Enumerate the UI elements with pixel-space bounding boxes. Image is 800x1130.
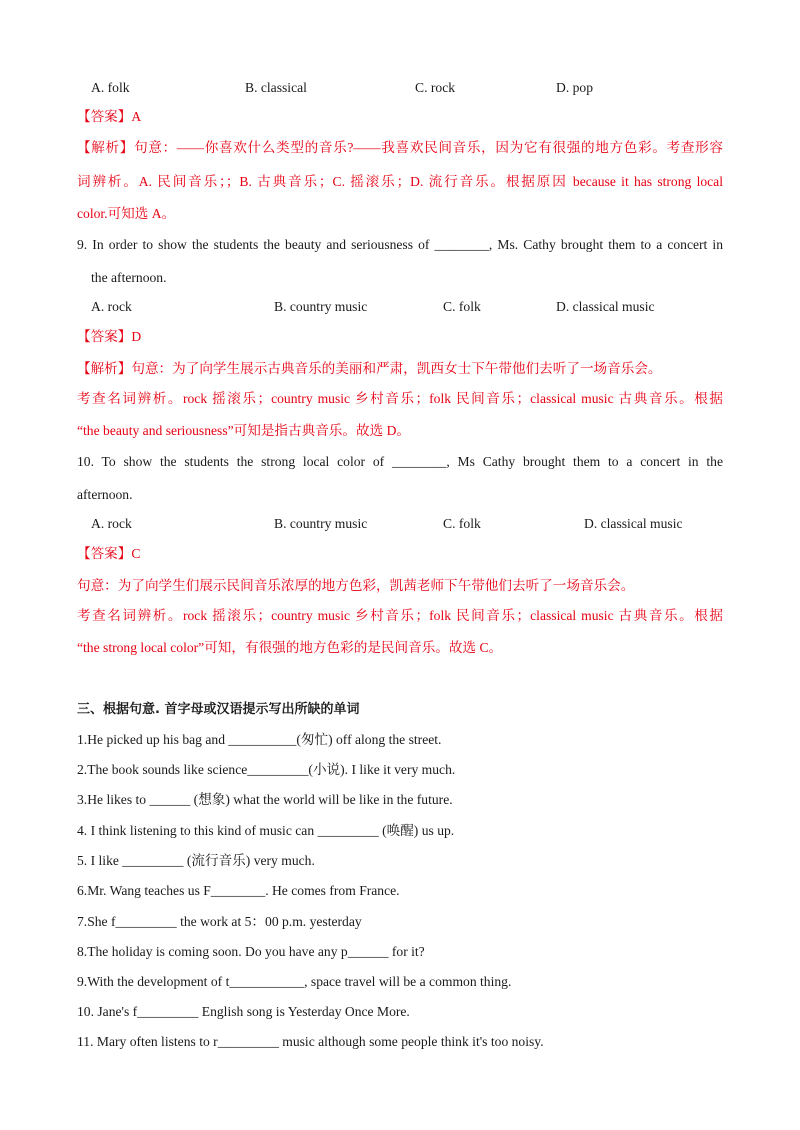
fill-item-1: 1.He picked up his bag and __________(匆忙) off along the street. xyxy=(77,732,442,747)
q10-option-b: B. country music xyxy=(274,516,368,531)
q9-analysis-line-2: 考查名词辨析。rock 摇滚乐；country music 乡村音乐；folk 民间音乐；classical music 古典音乐。根据 xyxy=(77,391,723,406)
q10-option-d: D. classical music xyxy=(584,516,683,531)
q9-option-a: A. rock xyxy=(91,299,132,314)
fill-item-4: 4. I think listening to this kind of music can _________ (唤醒) us up. xyxy=(77,823,455,838)
q10-option-c: C. folk xyxy=(443,516,481,531)
q9-stem-line-2: the afternoon. xyxy=(91,270,167,285)
q8-option-c: C. rock xyxy=(415,80,456,95)
fill-item-2: 2.The book sounds like science_________(小说). I like it very much. xyxy=(77,762,456,777)
q9-answer: 【答案】D xyxy=(77,329,142,344)
fill-item-5: 5. I like _________ (流行音乐) very much. xyxy=(77,853,315,868)
fill-item-8: 8.The holiday is coming soon. Do you have any p______ for it? xyxy=(77,944,425,959)
q8-analysis-line-1: 【解析】句意：——你喜欢什么类型的音乐?——我喜欢民间音乐，因为它有很强的地方色彩。考查形容 xyxy=(77,140,723,155)
q8-option-d: D. pop xyxy=(556,80,594,95)
q8-analysis-line-3: color.可知选 A。 xyxy=(77,206,176,221)
q9-stem-line-1: 9. In order to show the students the beauty and seriousness of ________, Ms. Cathy brought them to a concert in xyxy=(77,237,723,252)
q9-analysis-line-1: 【解析】句意：为了向学生展示古典音乐的美丽和严肃，凯西女士下午带他们去听了一场音乐会。 xyxy=(77,361,662,376)
q9-option-b: B. country music xyxy=(274,299,368,314)
q9-option-c: C. folk xyxy=(443,299,481,314)
q8-option-a: A. folk xyxy=(91,80,130,95)
q10-analysis-line-2: 考查名词辨析。rock 摇滚乐；country music 乡村音乐；folk 民间音乐；classical music 古典音乐。根据 xyxy=(77,608,723,623)
fill-item-10: 10. Jane's f_________ English song is Yesterday Once More. xyxy=(77,1004,410,1019)
fill-item-6: 6.Mr. Wang teaches us F________. He comes from France. xyxy=(77,883,400,898)
fill-item-7: 7.She f_________ the work at 5：00 p.m. yesterday xyxy=(77,914,362,929)
q8-answer: 【答案】A xyxy=(77,109,142,124)
fill-item-3: 3.He likes to ______ (想象) what the world will be like in the future. xyxy=(77,792,453,807)
fill-item-9: 9.With the development of t___________, space travel will be a common thing. xyxy=(77,974,512,989)
q10-analysis-line-3: “the strong local color”可知，有很强的地方色彩的是民间音乐。故选 C。 xyxy=(77,640,503,655)
fill-item-11: 11. Mary often listens to r_________ music although some people think it's too noisy. xyxy=(77,1034,544,1049)
q9-option-d: D. classical music xyxy=(556,299,655,314)
q10-option-a: A. rock xyxy=(91,516,132,531)
q8-option-b: B. classical xyxy=(245,80,307,95)
section-3-title: 三、根据句意. 首字母或汉语提示写出所缺的单词 xyxy=(77,702,360,717)
q10-answer: 【答案】C xyxy=(77,546,141,561)
q8-analysis-line-2: 词辨析。A. 民间音乐；；B. 古典音乐；C. 摇滚乐；D. 流行音乐。根据原因 because it has strong local xyxy=(77,174,723,189)
q10-stem-line-2: afternoon. xyxy=(77,487,133,502)
q9-analysis-line-3: “the beauty and seriousness”可知是指古典音乐。故选 D。 xyxy=(77,423,410,438)
q10-stem-line-1: 10. To show the students the strong local color of ________, Ms Cathy brought them to a concert in the xyxy=(77,454,723,469)
q10-analysis-line-1: 句意：为了向学生们展示民间音乐浓厚的地方色彩，凯茜老师下午带他们去听了一场音乐会。 xyxy=(77,578,635,593)
